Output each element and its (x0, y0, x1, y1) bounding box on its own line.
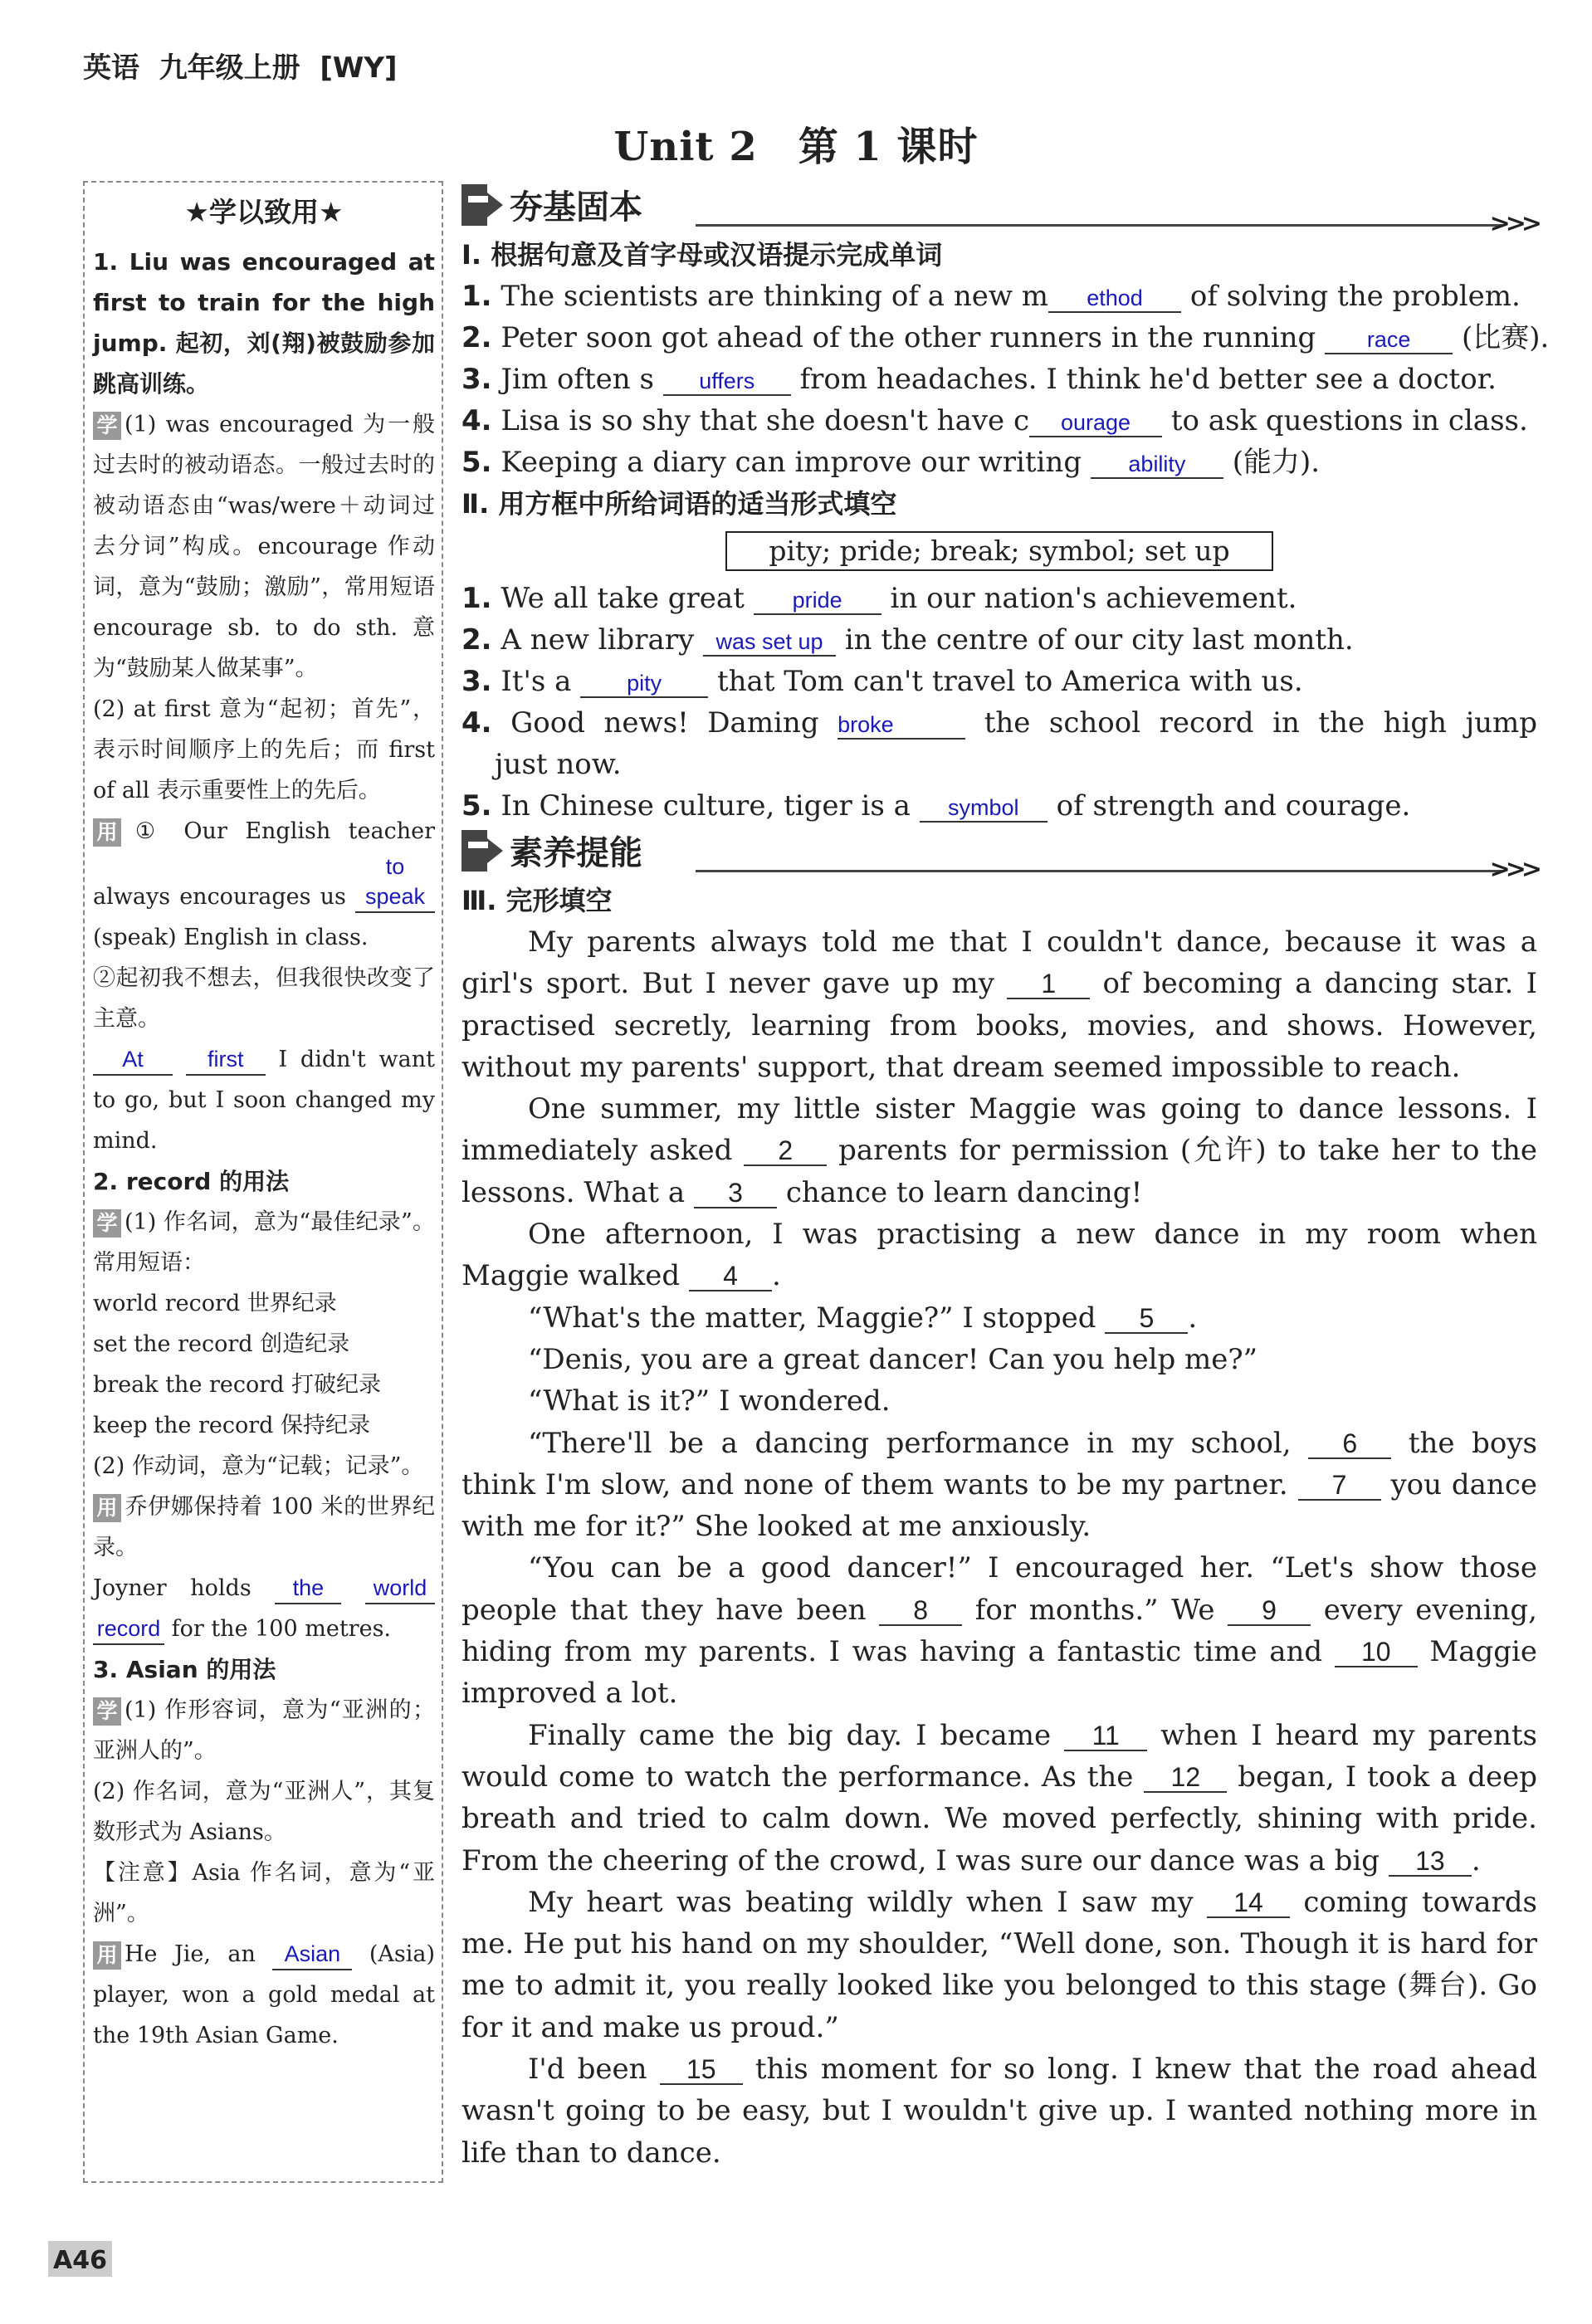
question: 3. Jim often s uffers from headaches. I think he'd better see a doctor. (461, 363, 1497, 396)
sidebar-usage-notes (83, 181, 443, 2183)
part-2-title: Ⅱ. 用方框中所给词语的适当形式填空 (461, 488, 897, 520)
note-1-use-2: ②起初我不想去，但我很快改变了主意。 At first I didn't want to go, but I soon changed my mind. (93, 965, 435, 1154)
cloze-blank: 8 (879, 1596, 962, 1626)
use-tag: 用 (93, 818, 121, 847)
answer-blank: pride (754, 587, 881, 615)
header-grade: 九年级上册 (159, 51, 300, 85)
note-2-phrase: set the record 创造纪录 (93, 1331, 350, 1357)
chevrons-icon: >>> (1489, 855, 1537, 884)
answer-blank: race (1325, 326, 1453, 354)
note-3-learn-2: (2) 作名词，意为“亚洲人”，其复数形式为 Asians。 (93, 1779, 435, 1845)
passage-paragraph: My heart was beating wildly when I saw my 14 coming towards me. He put his hand on my shoulder, “Well done, son. Though it is hard for me to admit it, you really looked like you belonged to this stage (舞台). Go for it and make us proud.” (461, 1885, 1537, 2044)
answer-blank: the (275, 1573, 341, 1604)
answer-blank: world (365, 1573, 435, 1604)
answer-blank: At (93, 1044, 173, 1076)
cloze-blank: 11 (1064, 1721, 1147, 1751)
section-rule (696, 870, 1504, 872)
question: 5. In Chinese culture, tiger is a symbol of strength and courage. (461, 789, 1411, 823)
header-edition: [WY] (320, 51, 398, 85)
note-3-note: 【注意】Asia 作名词，意为“亚洲”。 (93, 1860, 435, 1926)
unit-title: Unit 2 第 1 课时 (613, 124, 979, 170)
passage-paragraph: “What is it?” I wondered. (528, 1384, 891, 1418)
question: 3. It's a pity that Tom can't travel to America with us. (461, 665, 1303, 698)
part-3-title: Ⅲ. 完形填空 (461, 885, 613, 916)
note-2-question: 2. record 的用法 (93, 1168, 290, 1195)
cloze-blank: 1 (1007, 969, 1090, 999)
note-2-phrase: keep the record 保持纪录 (93, 1413, 371, 1438)
passage-paragraph: Finally came the big day. I became 11 when I heard my parents would come to watch the performance. As the 12 began, I took a deep breath and tried to calm down. We moved perfectly, shining with pride. From the cheering of the crowd, I was sure our dance was a big 13 . (461, 1718, 1538, 1877)
cloze-blank: 7 (1298, 1471, 1381, 1501)
section-header-2 (461, 827, 1537, 884)
learn-tag: 学 (93, 1697, 121, 1726)
answer-blank: uffers (663, 368, 791, 396)
header-subject: 英语 (83, 51, 139, 85)
cloze-blank: 15 (660, 2055, 743, 2085)
question: 2. A new library was set up in the centre of our city last month. (461, 623, 1354, 657)
cloze-blank: 2 (744, 1136, 827, 1166)
section-name: 素养提能 (510, 834, 642, 872)
note-2-learn-1: 学 (1) 作名词，意为“最佳纪录”。常用短语： (93, 1209, 435, 1276)
answer-blank: ability (1091, 451, 1223, 479)
section-header-1 (461, 181, 1537, 238)
note-3-learn-1: 学 (1) 作形容词，意为“亚洲的；亚洲人的”。 (93, 1697, 435, 1764)
learn-tag: 学 (93, 1209, 121, 1238)
passage-paragraph: One summer, my little sister Maggie was going to dance lessons. I immediately asked 2 parents for permission (允许) to take her to the lessons. What a 3 chance to learn dancing! (461, 1092, 1538, 1209)
cloze-blank: 5 (1105, 1304, 1188, 1334)
cloze-blank: 3 (694, 1179, 777, 1208)
answer-blank: Asian (272, 1939, 352, 1970)
passage-paragraph: One afternoon, I was practising a new dance in my room when Maggie walked 4 . (461, 1218, 1537, 1293)
answer-blank: symbol (920, 794, 1047, 823)
note-2-learn-2: (2) 作动词，意为“记载；记录”。 (93, 1453, 424, 1479)
note-2-phrase: break the record 打破纪录 (93, 1372, 382, 1398)
note-2-use: 用 乔伊娜保持着 100 米的世界纪录。 Joyner holds the world record for the 100 metres. (93, 1487, 435, 1649)
passage-paragraph: “There'll be a dancing performance in my school, 6 the boys think I'm slow, and none of them wants to be my partner. 7 you dance with me for it?” She looked at me anxiously. (461, 1426, 1537, 1544)
use-tag: 用 (93, 1494, 121, 1522)
note-1-learn-1: 学 (1) was encouraged 为一般过去时的被动语态。一般过去时的被动语态由“was/were＋动词过去分词”构成。encourage 作动词，意为“鼓励；激励”，常用短语 encourage sb. to do sth. 意为“鼓励某人做某事”。 (93, 412, 435, 681)
note-1-learn-2: (2) at first 意为“起初；首先”，表示时间顺序上的先后；而 first of all 表示重要性上的先后。 (93, 696, 435, 803)
page-number: A46 (48, 2241, 112, 2277)
note-3-question: 3. Asian 的用法 (93, 1656, 276, 1683)
note-3-use: 用 He Jie, an Asian (Asia) player, won a gold medal at the 19th Asian Game. (93, 1934, 435, 2056)
question: 5. Keeping a diary can improve our writing ability (能力). (461, 446, 1321, 479)
chevrons-icon: >>> (1489, 209, 1537, 238)
answer-blank: record (93, 1614, 164, 1645)
arrow-icon (461, 830, 503, 872)
answer-blank: broke (838, 711, 965, 740)
cloze-blank: 9 (1228, 1596, 1311, 1626)
answer-blank: was set up (703, 628, 836, 657)
passage-paragraph: “Denis, you are a great dancer! Can you help me?” (528, 1342, 1258, 1376)
passage-paragraph: “You can be a good dancer!” I encouraged her. “Let's show those people that they have been 8 for months.” We 9 every evening, hiding from my parents. I was having a fantastic time and 10 Maggie improved a lot. (461, 1551, 1537, 1711)
word-box: pity; pride; break; symbol; set up (725, 531, 1273, 571)
answer-blank: ethod (1048, 285, 1181, 313)
question: 4. Good news! Daming broke the school record in the high jump (461, 706, 1538, 740)
section-name: 夯基固本 (510, 188, 642, 227)
cloze-blank: 13 (1389, 1847, 1472, 1877)
exercise-column (461, 181, 1550, 2174)
sidebar-title: ★学以致用★ (184, 196, 344, 228)
passage-paragraph: I'd been 15 this moment for so long. I knew that the road ahead wasn't going to be easy, but I wouldn't give up. I wanted nothing more in life than to dance. (461, 2053, 1537, 2170)
cloze-blank: 4 (689, 1262, 772, 1291)
question: 4. Lisa is so shy that she doesn't have c ourage to ask questions in class. (461, 404, 1528, 437)
section-rule (696, 224, 1504, 227)
question: 1. The scientists are thinking of a new m ethod of solving the problem. (461, 280, 1521, 313)
cloze-blank: 12 (1144, 1763, 1227, 1793)
note-2-phrase: world record 世界纪录 (93, 1291, 337, 1316)
answer-blank: first (186, 1044, 266, 1076)
question: 1. We all take great pride in our nation's achievement. (461, 582, 1297, 615)
use-tag: 用 (93, 1941, 121, 1970)
answer-blank: to speak (355, 852, 435, 913)
learn-tag: 学 (93, 412, 121, 440)
passage-paragraph: My parents always told me that I couldn't dance, because it was a girl's sport. But I never gave up my 1 of becoming a dancing star. I practised secretly, learning from books, movies, and shows. However, without my parents' support, that dream seemed impossible to reach. (461, 925, 1538, 1084)
page-header (83, 45, 398, 85)
note-1-question: 1. Liu was encouraged at first to train for the high jump. 起初，刘(翔)被鼓励参加跳高训练。 (93, 248, 435, 398)
answer-blank: pity (580, 670, 708, 698)
cloze-blank: 14 (1207, 1888, 1290, 1918)
cloze-blank: 6 (1308, 1429, 1391, 1459)
answer-blank: ourage (1029, 409, 1162, 437)
cloze-blank: 10 (1335, 1638, 1418, 1667)
arrow-icon (461, 184, 503, 226)
question: 2. Peter soon got ahead of the other runners in the running race (比赛). (461, 321, 1550, 354)
passage-paragraph: “What's the matter, Maggie?” I stopped 5 . (528, 1301, 1198, 1335)
question-continuation: just now. (495, 748, 622, 781)
note-1-use-1: 用 ① Our English teacher always encourages us to speak (speak) English in class. (93, 818, 435, 950)
part-1-title: Ⅰ. 根据句意及首字母或汉语提示完成单词 (461, 239, 943, 271)
